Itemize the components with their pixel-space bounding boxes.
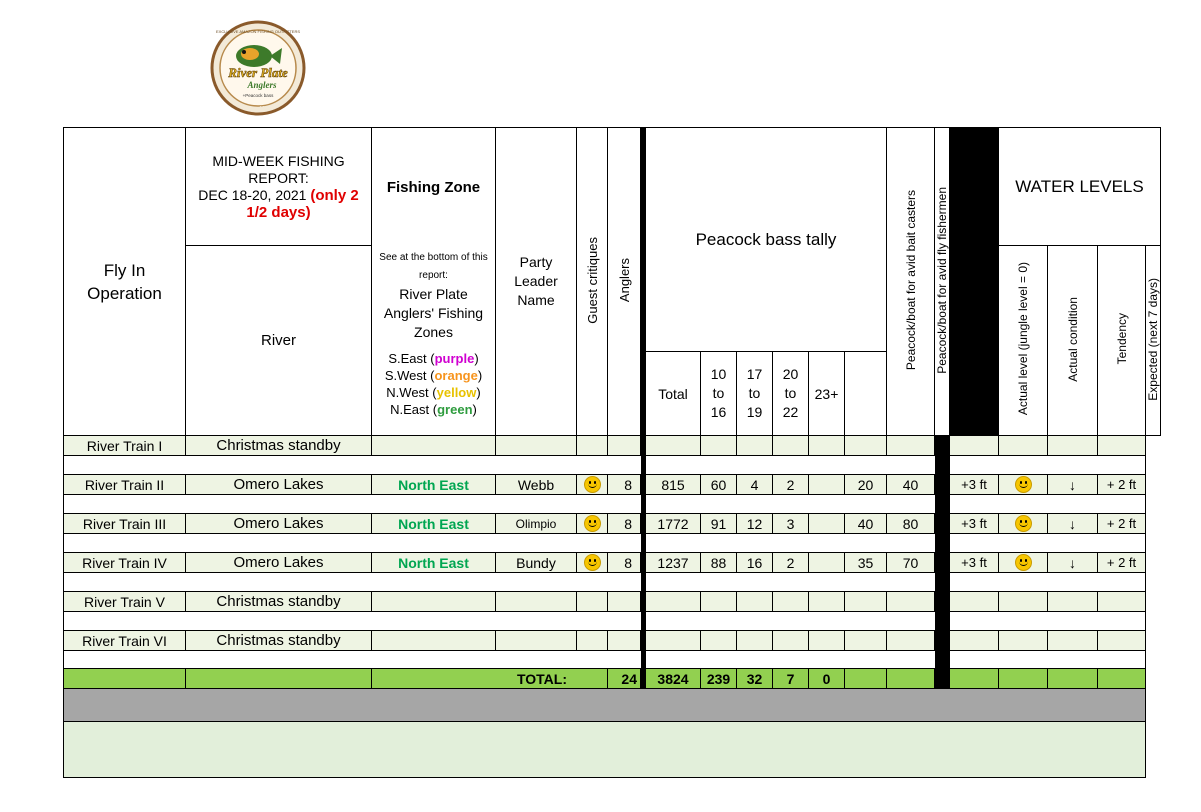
expected-cell [1098,592,1146,612]
spacer-row [64,456,1161,475]
logo-since: Since 1992 [245,106,271,112]
total-cell [646,436,701,456]
tendency-cell [1048,631,1098,651]
fly-cell [887,592,935,612]
condition-cell [999,514,1048,534]
spacer-row [64,651,1161,669]
bait-cell: 20 [845,475,887,495]
actual-level-header: Actual level (jungle level = 0) [999,246,1048,436]
r20-cell [773,592,809,612]
r17-cell [737,592,773,612]
r10-cell: 88 [701,553,737,573]
r10-cell [701,436,737,456]
r10-cell: 60 [701,475,737,495]
spacer-row [64,534,1161,553]
totals-r23: 0 [809,669,845,689]
zone-cell: North East [372,475,496,495]
r23-cell [809,592,845,612]
tendency-cell [1048,436,1098,456]
tendency-cell: ↓ [1048,553,1098,573]
leader-cell [496,592,577,612]
leader-cell: Olimpio [496,514,577,534]
totals-r17: 32 [737,669,773,689]
total-cell [646,592,701,612]
smiley-icon [584,476,601,493]
footer-band [64,722,1161,778]
leader-cell: Bundy [496,553,577,573]
r10-cell [701,592,737,612]
river-cell: Christmas standby [186,436,372,456]
party-leader-header: Party Leader Name [496,128,577,436]
operation-cell: River Train III [64,514,186,534]
r17-cell: 12 [737,514,773,534]
water-levels-title: WATER LEVELS [999,128,1161,246]
report-row [64,436,1161,456]
r17-cell: 16 [737,553,773,573]
r20-cell: 2 [773,475,809,495]
bait-cell [845,436,887,456]
level-cell [950,592,999,612]
zone-cell [372,592,496,612]
r20-cell [773,631,809,651]
fly-in-operation-header: Fly In Operation [64,128,186,436]
smiley-icon [584,515,601,532]
tendency-header: Tendency [1098,246,1146,436]
fly-cell: 40 [887,475,935,495]
fly-fishermen-header: Peacock/boat for avid fly fishermen [935,128,950,436]
report-title [186,128,372,246]
anglers-cell: 8 [608,514,641,534]
logo-name-line2: Anglers [247,80,277,90]
fishing-zone-legend: S.East (purple) S.West (orange) N.West (yellow) N.East (green) [384,351,483,417]
critique-cell [577,553,608,573]
totals-r20: 7 [773,669,809,689]
zone-cell [372,436,496,456]
totals-label: TOTAL: [372,669,608,689]
level-cell: +3 ft [950,475,999,495]
bait-cell: 40 [845,514,887,534]
total-cell [646,631,701,651]
expected-cell [1098,436,1146,456]
leader-cell [496,631,577,651]
report-row [64,631,1161,651]
leader-cell: Webb [496,475,577,495]
expected-cell [1098,631,1146,651]
fly-cell: 80 [887,514,935,534]
r23-cell [809,553,845,573]
expected-header: Expected (next 7 days) [1146,246,1161,436]
fishing-zone-header [372,128,496,436]
fishing-report-table [63,127,1161,778]
logo-tagline: +Peacock bass [242,93,274,98]
zone-cell: North East [372,553,496,573]
smiley-icon [1015,554,1032,571]
fishing-zone-see: See at the bottom of this report: [379,252,488,281]
operation-cell: River Train VI [64,631,186,651]
fly-cell [887,631,935,651]
gray-band [64,689,1161,722]
zone-cell [372,631,496,651]
fly-cell [887,436,935,456]
river-cell: Christmas standby [186,592,372,612]
level-cell [950,436,999,456]
totals-anglers: 24 [608,669,641,689]
bait-cell: 35 [845,553,887,573]
guest-critiques-header: Guest critiques [577,128,608,436]
tally-23-header: 23+ [809,352,845,436]
zone-cell: North East [372,514,496,534]
r20-cell: 2 [773,553,809,573]
expected-cell: + 2 ft [1098,553,1146,573]
actual-condition-header: Actual condition [1048,246,1098,436]
river-cell: Omero Lakes [186,553,372,573]
smiley-icon [1015,515,1032,532]
critique-cell [577,475,608,495]
tally-20-22-header: 20 to 22 [773,352,809,436]
report-row [64,514,1161,534]
condition-cell [999,553,1048,573]
tendency-cell [1048,592,1098,612]
report-row [64,475,1161,495]
leader-cell [496,436,577,456]
river-cell: Christmas standby [186,631,372,651]
operation-cell: River Train V [64,592,186,612]
r10-cell [701,631,737,651]
bait-cell [845,631,887,651]
r10-cell: 91 [701,514,737,534]
totals-total: 3824 [646,669,701,689]
divider-right [950,128,999,436]
level-cell: +3 ft [950,553,999,573]
logo-arc-text: EXCLUSIVE AMAZON FISHING OUTFITTERS [215,29,301,34]
anglers-cell: 8 [608,553,641,573]
totals-row [64,669,1161,689]
r20-cell: 3 [773,514,809,534]
anglers-cell [608,592,641,612]
tally-17-19-header: 17 to 19 [737,352,773,436]
totals-r10: 239 [701,669,737,689]
spacer-row [64,573,1161,592]
condition-cell [999,475,1048,495]
r17-cell: 4 [737,475,773,495]
tally-10-16-header: 10 to 16 [701,352,737,436]
tendency-cell: ↓ [1048,514,1098,534]
logo-name-line1: River Plate [228,65,288,80]
r17-cell [737,631,773,651]
expected-cell: + 2 ft [1098,475,1146,495]
anglers-cell: 8 [608,475,641,495]
smiley-icon [1015,476,1032,493]
condition-cell [999,436,1048,456]
spacer-row [64,612,1161,631]
r20-cell [773,436,809,456]
r23-cell [809,436,845,456]
operation-cell: River Train II [64,475,186,495]
critique-cell [577,631,608,651]
total-cell: 1237 [646,553,701,573]
operation-cell: River Train I [64,436,186,456]
report-dates: DEC 18-20, 2021 [198,186,307,203]
operation-cell: River Train IV [64,553,186,573]
river-cell: Omero Lakes [186,475,372,495]
condition-cell [999,631,1048,651]
anglers-cell [608,631,641,651]
bait-casters-header: Peacock/boat for avid bait casters [887,128,935,436]
smiley-icon [584,554,601,571]
total-cell: 1772 [646,514,701,534]
tendency-cell: ↓ [1048,475,1098,495]
r17-cell [737,436,773,456]
river-cell: Omero Lakes [186,514,372,534]
r23-cell [809,631,845,651]
report-title-line: MID-WEEK FISHING REPORT: [212,152,345,186]
fishing-zone-name: River Plate Anglers' Fishing Zones [383,286,484,340]
spacer-row [64,495,1161,514]
bait-cell [845,592,887,612]
level-cell [950,631,999,651]
level-cell: +3 ft [950,514,999,534]
critique-cell [577,436,608,456]
report-note: (only 2 1/2 days) [246,186,359,221]
condition-cell [999,592,1048,612]
r23-cell [809,475,845,495]
expected-cell: + 2 ft [1098,514,1146,534]
tally-title: Peacock bass tally [646,128,887,352]
critique-cell [577,592,608,612]
fly-cell: 70 [887,553,935,573]
river-header: River [186,246,372,436]
r23-cell [809,514,845,534]
report-row [64,592,1161,612]
total-cell: 815 [646,475,701,495]
critique-cell [577,514,608,534]
anglers-cell [608,436,641,456]
fishing-zone-title: Fishing Zone [386,179,481,196]
report-row [64,553,1161,573]
anglers-header: Anglers [608,128,641,436]
tally-total-header: Total [646,352,701,436]
river-plate-anglers-logo [210,20,306,116]
